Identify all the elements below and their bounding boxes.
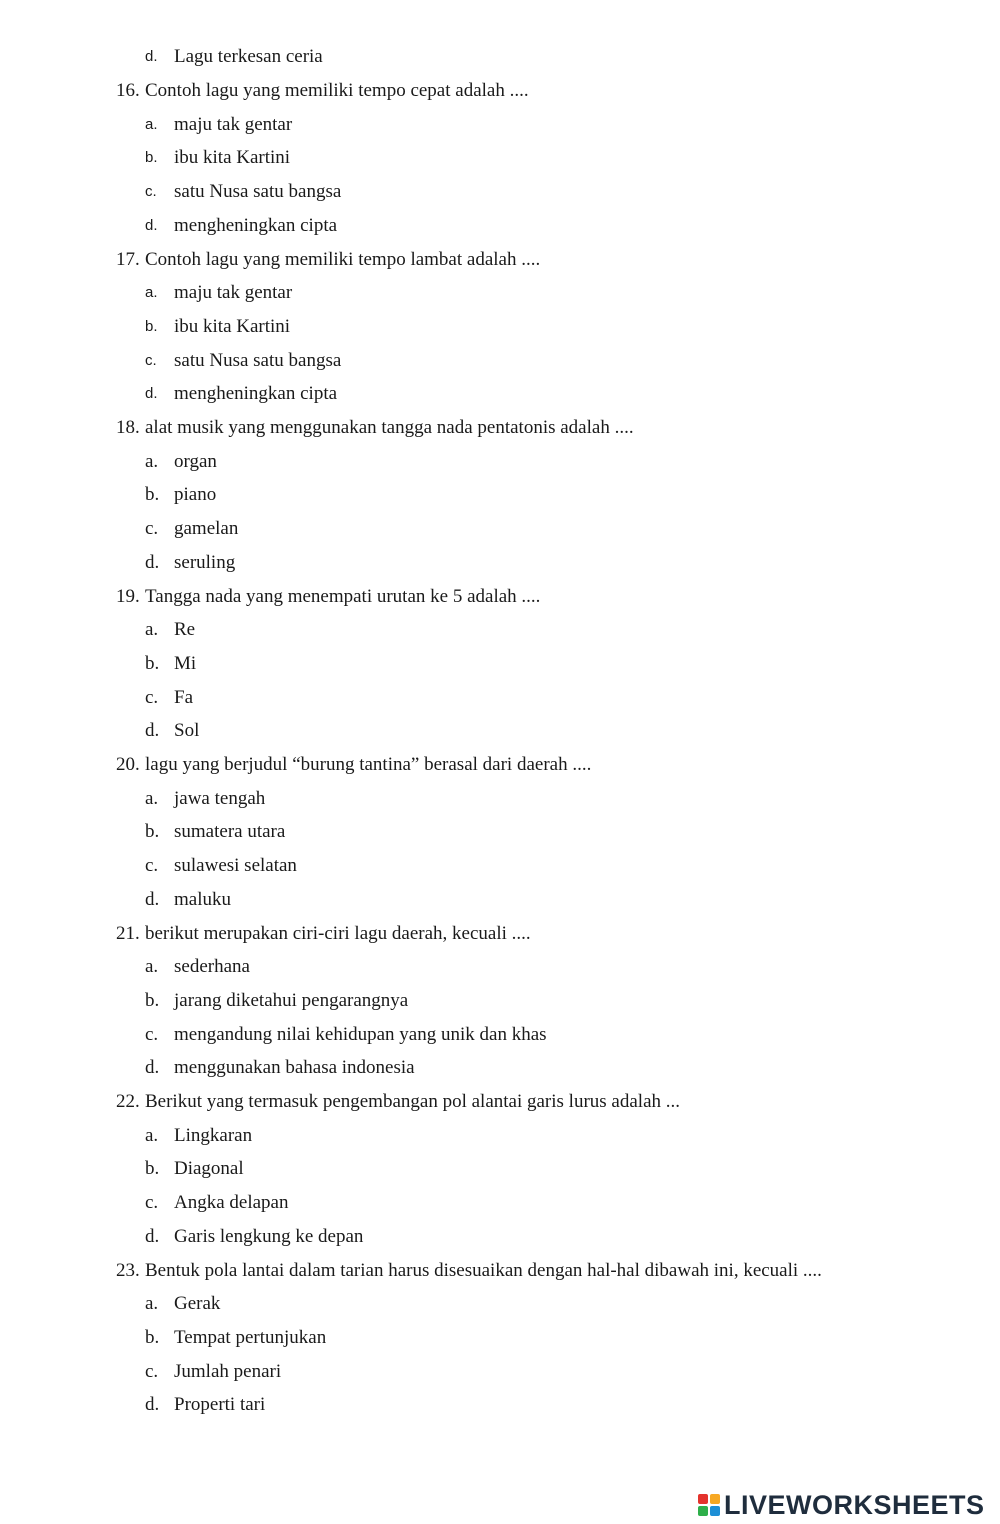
option-letter: c. (145, 1361, 159, 1382)
option-letter: d. (145, 552, 160, 573)
question-text: Tangga nada yang menempati urutan ke 5 adalah .... (145, 586, 541, 607)
option-letter: c. (145, 183, 157, 200)
option-letter: b. (145, 653, 160, 674)
option-text: Garis lengkung ke depan (174, 1226, 364, 1247)
option-text: jawa tengah (174, 788, 266, 809)
liveworksheets-logo-icon (698, 1494, 720, 1516)
option-text: Gerak (174, 1293, 221, 1314)
option-text: maju tak gentar (174, 282, 293, 303)
question-number: 17. (116, 249, 140, 270)
option-letter: a. (145, 116, 158, 133)
option-text: Lingkaran (174, 1125, 253, 1146)
option-letter: d. (145, 217, 158, 234)
option-text: Fa (174, 687, 193, 708)
option-letter: b. (145, 990, 160, 1011)
option-text: ibu kita Kartini (174, 147, 291, 168)
question-text: Contoh lagu yang memiliki tempo cepat adalah .... (145, 80, 529, 101)
option-text: Lagu terkesan ceria (174, 46, 323, 67)
option-text: sederhana (174, 956, 250, 977)
option-text: Properti tari (174, 1394, 266, 1415)
option-text: maluku (174, 889, 231, 910)
option-text: satu Nusa satu bangsa (174, 350, 342, 371)
option-text: organ (174, 451, 217, 472)
question-text: alat musik yang menggunakan tangga nada pentatonis adalah .... (145, 417, 634, 438)
question-text: Bentuk pola lantai dalam tarian harus disesuaikan dengan hal-hal dibawah ini, kecuali .... (145, 1260, 822, 1281)
question-number: 22. (116, 1091, 140, 1112)
option-letter: b. (145, 149, 158, 166)
option-letter: d. (145, 1394, 160, 1415)
option-text: jarang diketahui pengarangnya (174, 990, 409, 1011)
question-number: 23. (116, 1260, 140, 1281)
option-text: gamelan (174, 518, 239, 539)
option-text: sulawesi selatan (174, 855, 297, 876)
option-letter: c. (145, 1024, 159, 1045)
option-letter: a. (145, 284, 158, 301)
option-text: Angka delapan (174, 1192, 289, 1213)
option-text: menggunakan bahasa indonesia (174, 1057, 415, 1078)
option-letter: c. (145, 687, 159, 708)
question-number: 21. (116, 923, 140, 944)
option-text: ibu kita Kartini (174, 316, 291, 337)
question-text: Contoh lagu yang memiliki tempo lambat adalah .... (145, 249, 541, 270)
option-letter: b. (145, 821, 160, 842)
question-number: 20. (116, 754, 140, 775)
option-letter: a. (145, 1293, 159, 1314)
option-text: mengheningkan cipta (174, 383, 338, 404)
question-number: 18. (116, 417, 140, 438)
option-letter: c. (145, 518, 159, 539)
brand-name: LIVEWORKSHEETS (724, 1489, 985, 1520)
option-letter: b. (145, 484, 160, 505)
option-text: satu Nusa satu bangsa (174, 181, 342, 202)
option-text: Jumlah penari (174, 1361, 282, 1382)
option-text: piano (174, 484, 217, 505)
option-letter: c. (145, 1192, 159, 1213)
option-letter: a. (145, 1125, 159, 1146)
option-letter: b. (145, 1158, 160, 1179)
question-text: lagu yang berjudul “burung tantina” berasal dari daerah .... (145, 754, 592, 775)
logo-square-green (698, 1506, 708, 1516)
logo-square-blue (710, 1506, 720, 1516)
option-text: mengandung nilai kehidupan yang unik dan khas (174, 1024, 547, 1045)
option-text: Tempat pertunjukan (174, 1327, 327, 1348)
option-letter: d. (145, 889, 160, 910)
option-letter: d. (145, 1226, 160, 1247)
option-text: Sol (174, 720, 200, 741)
question-text: berikut merupakan ciri-ciri lagu daerah, kecuali .... (145, 923, 531, 944)
option-text: maju tak gentar (174, 114, 293, 135)
question-number: 19. (116, 586, 140, 607)
option-letter: d. (145, 1057, 160, 1078)
option-text: Mi (174, 653, 197, 674)
option-letter: d. (145, 385, 158, 402)
option-letter: c. (145, 855, 159, 876)
logo-square-red (698, 1494, 708, 1504)
option-text: Diagonal (174, 1158, 244, 1179)
question-text: Berikut yang termasuk pengembangan pol alantai garis lurus adalah ... (145, 1091, 681, 1112)
option-text: seruling (174, 552, 236, 573)
option-letter: d. (145, 720, 160, 741)
option-letter: a. (145, 451, 159, 472)
question-number: 16. (116, 80, 140, 101)
option-letter: b. (145, 318, 158, 335)
option-letter: c. (145, 352, 157, 369)
option-text: sumatera utara (174, 821, 286, 842)
option-text: Re (174, 619, 196, 640)
option-letter: a. (145, 956, 159, 977)
option-letter: b. (145, 1327, 160, 1348)
logo-square-orange (710, 1494, 720, 1504)
option-text: mengheningkan cipta (174, 215, 338, 236)
option-letter: d. (145, 48, 158, 65)
liveworksheets-brand (698, 1490, 985, 1520)
option-letter: a. (145, 619, 159, 640)
option-letter: a. (145, 788, 159, 809)
